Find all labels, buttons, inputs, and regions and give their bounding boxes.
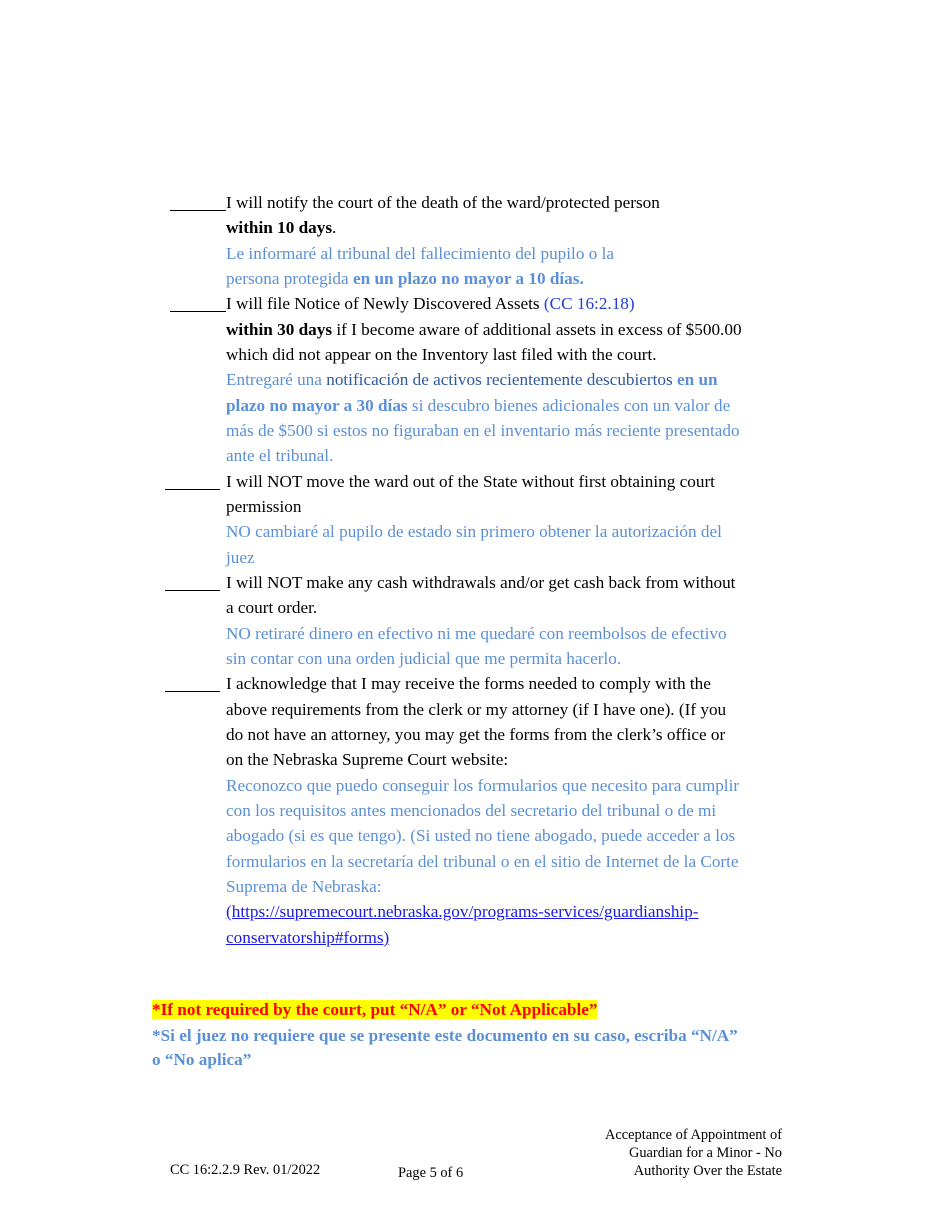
deadline-text-es: plazo no mayor a 30 días [226,396,408,415]
req-text-es [226,418,796,443]
form-name-es: notificación de activos recientemente descubiertos [326,370,673,389]
form-title: Authority Over the Estate [633,1163,782,1179]
req-text-en [226,671,796,696]
initials-blank[interactable] [165,489,220,490]
forms-website-link[interactable]: (https://supremecourt.nebraska.gov/programs-services/guardianship- [226,902,699,921]
req-text-es [226,798,796,823]
text-es-line: si descubro bienes adicionales con un valor de [407,396,731,415]
req-text-es [226,545,796,570]
req-text-en [226,215,796,240]
initials-blank[interactable] [170,210,226,211]
text-en-line: I will notify the court of the death of the ward/protected person [226,193,660,212]
text-es-line: Entregaré una [226,370,327,389]
text-en-line: a court order. [226,598,318,617]
forms-link-line [226,899,796,924]
req-text-es [226,367,796,392]
req-text-en [226,570,796,595]
page-number: Page 5 of 6 [398,1165,464,1181]
text-es-line: Reconozco que puedo conseguir los formularios que necesito para cumplir [226,776,740,795]
form-title: Acceptance of Appointment of [604,1127,782,1143]
text-es-line: más de $500 si estos no figuraban en el inventario más reciente presentado [226,421,740,440]
forms-website-link[interactable]: conservatorship#forms) [226,928,390,947]
text-en-line: if I become aware of additional assets in excess of $500.00 [332,320,742,339]
req-text-es [226,241,796,266]
req-text-es [226,773,796,798]
text-es-line: Suprema de Nebraska: [226,877,382,896]
req-text-en [226,342,796,367]
text-en-line: I will file Notice of Newly Discovered Assets [226,294,544,313]
text-en-line: which did not appear on the Inventory last filed with the court. [226,345,657,364]
deadline-text-es: en un plazo no mayor a 10 días. [352,269,584,288]
req-text-en [226,317,796,342]
initials-blank[interactable] [165,590,220,591]
not-applicable-notice-es: o “No aplica” [152,1050,252,1069]
text-en-line: above requirements from the clerk or my attorney (if I have one). (If you [226,700,727,719]
form-reference: (CC 16:2.18) [543,294,635,313]
not-applicable-notice-en [152,997,597,1022]
text-es-line: formularios en la secretaría del tribunal o en el sitio de Internet de la Corte [226,852,739,871]
text-en-line: permission [226,497,302,516]
deadline-text: within 30 days [226,320,333,339]
form-title: Guardian for a Minor - No [628,1145,782,1161]
notice-en-text: *If not required by the court, put “N/A” or “Not Applicable” [152,1000,598,1019]
text-es-line: abogado (si es que tengo). (Si usted no tiene abogado, puede acceder a los [226,826,736,845]
text-es-line: juez [226,548,255,567]
initials-blank[interactable] [165,691,220,692]
req-text-en [226,747,796,772]
text-en-line: do not have an attorney, you may get the forms from the clerk’s office or [226,725,726,744]
req-text-es [226,519,796,544]
req-text-es [226,443,796,468]
req-text-en [226,494,796,519]
punct: . [332,218,337,237]
text-es-line: ante el tribunal. [226,446,334,465]
text-es-line: sin contar con una orden judicial que me permita hacerlo. [226,649,622,668]
deadline-text: within 10 days [226,218,333,237]
req-text-es [226,874,796,899]
req-text-en [226,469,796,494]
req-text-es [226,823,796,848]
req-text-es [226,849,796,874]
req-text-en [226,190,796,215]
text-en-line: I will NOT move the ward out of the State without first obtaining court [226,472,715,491]
text-es-line: con los requisitos antes mencionados del secretario del tribunal o de mi [226,801,717,820]
text-es-line: NO cambiaré al pupilo de estado sin primero obtener la autorización del [226,522,722,541]
form-code: CC 16:2.2.9 Rev. 01/2022 [170,1162,321,1178]
forms-link-line [226,925,796,950]
req-text-es [226,646,796,671]
not-applicable-notice-es: *Si el juez no requiere que se presente este documento en su caso, escriba “N/A” [152,1026,738,1045]
text-es-line: Le informaré al tribunal del fallecimiento del pupilo o la [226,244,615,263]
text-en-line: on the Nebraska Supreme Court website: [226,750,509,769]
req-text-en [226,595,796,620]
req-text-es [226,621,796,646]
req-text-en [226,722,796,747]
req-text-en [226,291,796,316]
initials-blank[interactable] [170,311,226,312]
deadline-text-es: en un [672,370,718,389]
text-es-line: persona protegida [226,269,353,288]
req-text-en [226,697,796,722]
text-es-line: NO retiraré dinero en efectivo ni me quedaré con reembolsos de efectivo [226,624,727,643]
text-en-line: I acknowledge that I may receive the forms needed to comply with the [226,674,711,693]
req-text-es [226,393,796,418]
text-en-line: I will NOT make any cash withdrawals and/or get cash back from without [226,573,736,592]
req-text-es [226,266,796,291]
